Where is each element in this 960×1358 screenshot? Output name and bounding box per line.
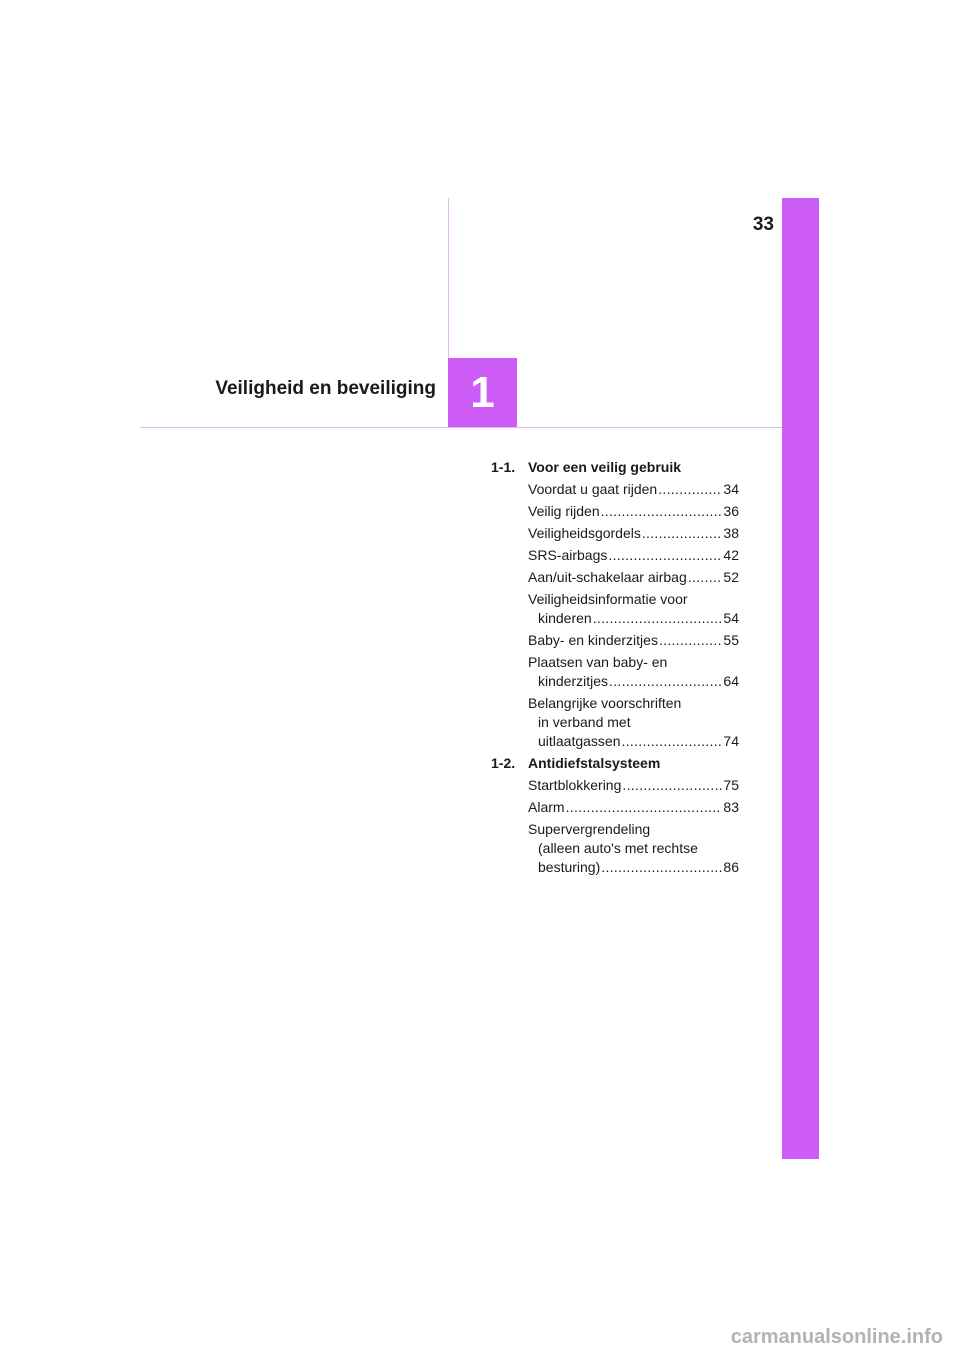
toc-entry-label: Voordat u gaat rijden <box>528 481 658 497</box>
table-of-contents <box>491 458 739 880</box>
toc-entry-line <box>528 732 739 751</box>
toc-entry-line <box>528 480 739 499</box>
toc-entry-page: 83 <box>723 799 739 815</box>
toc-entry-page: 42 <box>723 547 739 563</box>
toc-entry[interactable] <box>491 524 739 543</box>
toc-entry-page: 34 <box>723 481 739 497</box>
toc-entry-line <box>528 524 739 543</box>
toc-entry-page: 64 <box>723 673 739 689</box>
toc-entry-label: kinderzitjes <box>538 673 609 689</box>
toc-leader-dots <box>566 798 723 817</box>
toc-entry-label: Supervergrendeling <box>528 821 651 837</box>
toc-leader-dots <box>609 672 722 691</box>
toc-entry[interactable] <box>491 590 739 628</box>
toc-entry-label: Alarm <box>528 799 565 815</box>
chapter-title: Veiligheid en beveiliging <box>215 378 436 399</box>
toc-section-number: 1-2. <box>491 755 516 771</box>
toc-entry-label: (alleen auto's met rechtse <box>538 840 698 856</box>
side-chapter-tab <box>782 198 819 1159</box>
toc-entry[interactable] <box>491 820 739 877</box>
toc-entry-line <box>528 672 739 691</box>
toc-entry-line <box>528 568 739 587</box>
toc-entry-page: 55 <box>723 632 739 648</box>
toc-entry-line <box>528 609 739 628</box>
toc-entry-label: Veilig rijden <box>528 503 600 519</box>
toc-section <box>491 458 739 751</box>
toc-entry-line <box>528 694 739 713</box>
toc-entry[interactable] <box>491 480 739 499</box>
toc-entry-line <box>528 590 739 609</box>
toc-entry[interactable] <box>491 798 739 817</box>
toc-entry[interactable] <box>491 694 739 751</box>
page-number: 33 <box>752 214 774 235</box>
toc-entry-label: uitlaatgassen <box>538 733 621 749</box>
vertical-divider <box>448 198 449 358</box>
toc-entry-page: 52 <box>723 569 739 585</box>
toc-entry-line <box>528 798 739 817</box>
toc-leader-dots <box>608 546 722 565</box>
toc-leader-dots <box>593 609 723 628</box>
toc-entry[interactable] <box>491 568 739 587</box>
toc-leader-dots <box>659 631 722 650</box>
toc-section <box>491 754 739 877</box>
toc-entry-line <box>528 631 739 650</box>
toc-entry-page: 75 <box>723 777 739 793</box>
toc-entry-label: SRS-airbags <box>528 547 608 563</box>
toc-entry-line <box>528 776 739 795</box>
toc-leader-dots <box>688 568 723 587</box>
toc-leader-dots <box>622 776 722 795</box>
toc-entry-page: 38 <box>723 525 739 541</box>
toc-leader-dots <box>658 480 722 499</box>
horizontal-divider <box>140 427 782 428</box>
toc-entry-label: Aan/uit-schakelaar airbag <box>528 569 687 585</box>
toc-entry-page: 86 <box>723 859 739 875</box>
toc-entry-line <box>528 713 739 732</box>
toc-leader-dots <box>601 858 722 877</box>
toc-section-title: Voor een veilig gebruik <box>528 459 682 475</box>
toc-entry-label: Veiligheidsgordels <box>528 525 641 541</box>
toc-entry-label: Startblokkering <box>528 777 622 793</box>
toc-entry-label: Plaatsen van baby- en <box>528 654 668 670</box>
toc-entry-page: 36 <box>723 503 739 519</box>
toc-entry-label: Baby- en kinderzitjes <box>528 632 658 648</box>
toc-entry-line <box>528 839 739 858</box>
toc-leader-dots <box>601 502 723 521</box>
toc-entry[interactable] <box>491 502 739 521</box>
toc-entry-label: Belangrijke voorschriften <box>528 695 682 711</box>
toc-entry-page: 74 <box>723 733 739 749</box>
toc-section-number: 1-1. <box>491 459 516 475</box>
chapter-number-box: 1 <box>448 358 517 427</box>
toc-entry[interactable] <box>491 776 739 795</box>
toc-leader-dots <box>622 732 723 751</box>
toc-entry-label: in verband met <box>538 714 631 730</box>
toc-entry-label: Veiligheidsinformatie voor <box>528 591 688 607</box>
toc-entry-line <box>528 653 739 672</box>
toc-section-heading <box>491 754 739 773</box>
toc-entry-line <box>528 820 739 839</box>
toc-entry-line <box>528 546 739 565</box>
toc-section-title: Antidiefstalsysteem <box>528 755 661 771</box>
toc-entry[interactable] <box>491 653 739 691</box>
toc-leader-dots <box>642 524 723 543</box>
toc-section-heading <box>491 458 739 477</box>
watermark: carmanualsonline.info <box>730 1326 943 1348</box>
toc-entry[interactable] <box>491 631 739 650</box>
toc-entry-label: kinderen <box>538 610 592 626</box>
toc-entry-line <box>528 858 739 877</box>
toc-entry-page: 54 <box>723 610 739 626</box>
toc-entry-line <box>528 502 739 521</box>
toc-entry-label: besturing) <box>538 859 601 875</box>
toc-entry[interactable] <box>491 546 739 565</box>
